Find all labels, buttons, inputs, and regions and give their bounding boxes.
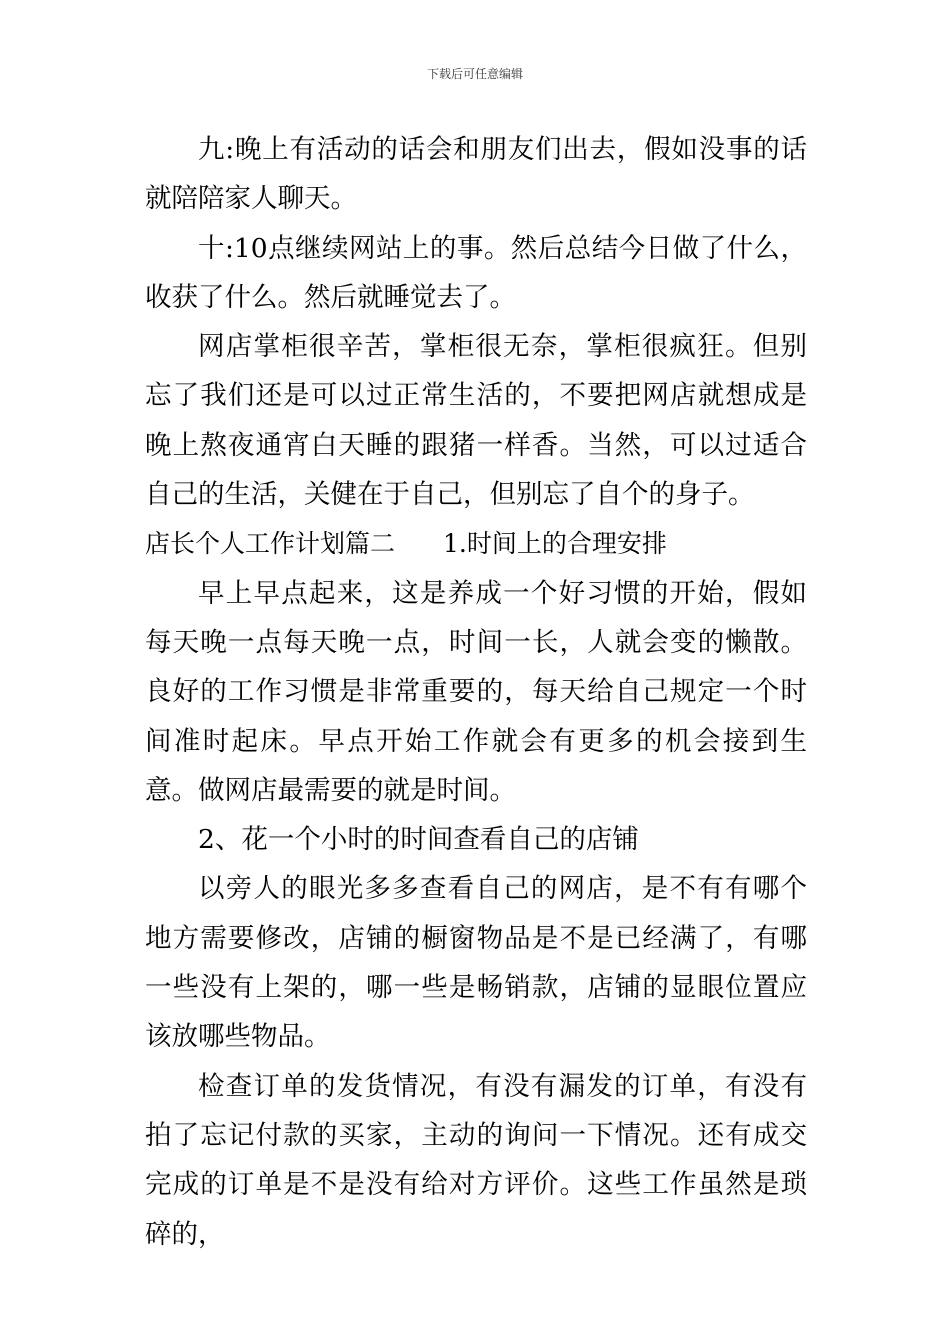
paragraph-check-shop-heading: 2、花一个小时的时间查看自己的店铺 bbox=[198, 824, 639, 856]
section-heading bbox=[145, 519, 807, 568]
section-title: 店长个人工作计划篇二 bbox=[145, 529, 396, 559]
section-subtitle: 1.时间上的合理安排 bbox=[443, 529, 667, 559]
paragraph-view-shop: 以旁人的眼光多多查看自己的网店，是不有有哪个地方需要修改，店铺的橱窗物品是不是已经满了，有哪一些没有上架的，哪一些是畅销款，店铺的显眼位置应该放哪些物品。 bbox=[145, 873, 807, 1053]
paragraph-nine: 九:晚上有活动的话会和朋友们出去，假如没事的话就陪陪家人聊天。 bbox=[145, 134, 807, 215]
document-body bbox=[145, 125, 807, 1259]
page-header: 下载后可任意编辑 bbox=[426, 67, 523, 81]
paragraph-check-orders: 检查订单的发货情况，有没有漏发的订单，有没有拍了忘记付款的买家，主动的询问一下情况。还有成交完成的订单是不是没有给对方评价。这些工作虽然是琐碎的， bbox=[145, 1070, 807, 1250]
paragraph-ten: 十:10点继续网站上的事。然后总结今日做了什么，收获了什么。然后就睡觉去了。 bbox=[145, 232, 807, 313]
paragraph-early-rise: 早上早点起来，这是养成一个好习惯的开始，假如每天晚一点每天晚一点，时间一长，人就会变的懒散。良好的工作习惯是非常重要的，每天给自己规定一个时间准时起床。早点开始工作就会有更多的机会接到生意。做网店最需要的就是时间。 bbox=[145, 577, 807, 806]
paragraph-shopkeeper: 网店掌柜很辛苦，掌柜很无奈，掌柜很疯狂。但别忘了我们还是可以过正常生活的，不要把网店就想成是晚上熬夜通宵白天睡的跟猪一样香。当然，可以过适合自己的生活，关健在于自己，但别忘了自个的身子。 bbox=[145, 331, 807, 511]
